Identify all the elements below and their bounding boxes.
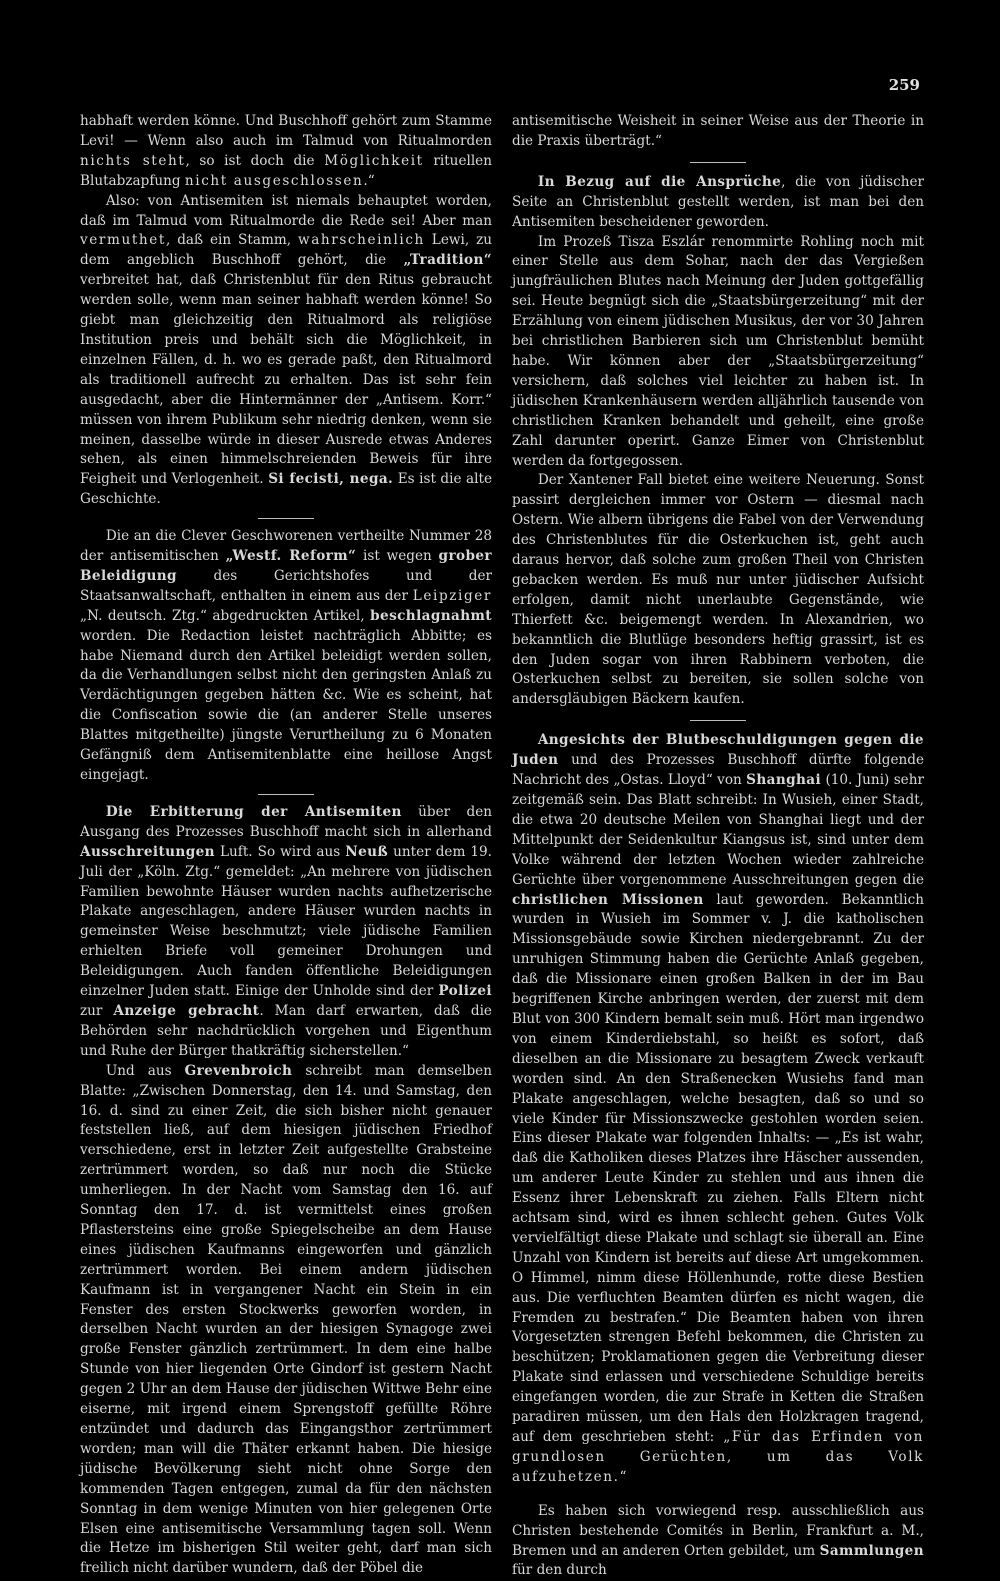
section-separator	[690, 162, 746, 163]
section-separator	[258, 794, 314, 795]
right-column-paragraph: Im Prozeß Tisza Eszlár renommirte Rohling noch mit einer Stelle aus dem Sohar, nach der das Vergießen jungfräulichen Blutes nach Meinung der Juden gottgefällig sei. Heute begnügt sich die „Staatsbürgerzeitung“ mit der Erzählung von einem jüdischen Musikus, der vor 30 Jahren bei christlichen Barbieren sich um Christenblut bemüht habe. Wir können aber der „Staatsbürgerzeitung“ versichern, daß solches viel leichter zu haben ist. In jüdischen Krankenhäusern werden alljährlich tausende von christlichen Kranken behandelt und geheilt, eine große Zahl darunter operirt. Ganze Eimer von Christenblut werden da fortgegossen.	[512, 233, 924, 469]
left-column	[80, 112, 492, 1579]
left-column-paragraph: Die Erbitterung der Antisemiten über den Ausgang des Prozesses Buschhoff macht sich in allerhand Ausschreitungen Luft. So wird aus Neuß unter dem 19. Juli der „Köln. Ztg.“ gemeldet: „An mehrere von jüdischen Familien bewohnte Häuser wurden nachts aufhetzerische Plakate angeschlagen, andere Häuser wurden nachts in gemeinster Weise beschmutzt; viele jüdische Familien erhielten Briefe voll gemeiner Drohungen und Beleidigungen. Auch fanden öffentliche Beleidigungen einzelner Juden statt. Einige der Unholde sind der Polizei zur Anzeige gebracht. Man darf erwarten, daß die Behörden sehr nachdrücklich vorgehen und Eigenthum und Ruhe der Bürger thatkräftig sicherstellen.“	[80, 803, 493, 1059]
right-column-paragraph: Es haben sich vorwiegend resp. ausschließlich aus Christen bestehende Comités in Berlin, Frankfurt a. M., Bremen und an anderen Orten gebildet, um Sammlungen für den durch	[512, 1502, 924, 1579]
right-column-paragraph: Der Xantener Fall bietet eine weitere Neuerung. Sonst passirt dergleichen immer vor Ostern — diesmal nach Ostern. Wie albern übrigens die Fabel von der Verwendung des Christenblutes für die Osterkuchen ist, geht auch daraus hervor, daß solche zum großen Theil von Christen gebacken werden. Es muß nur unter jüdischer Aufsicht erfolgen, damit nicht unerlaubte Gegenstände, wie Thierfett &c. beigemengt werden. In Alexandrien, wo bekanntlich die Blutlüge besonders heftig grassirt, ist es den Juden sogar von ihren Rabbinern verboten, die Osterkuchen selbst zu bereiten, sie sollen solche von andersgläubigen Bäckern kaufen.	[512, 472, 924, 708]
section-separator	[690, 720, 746, 721]
right-column-paragraph: Angesichts der Blutbeschuldigungen gegen die Juden und des Prozesses Buschhoff dürfte folgende Nachricht des „Ostas. Lloyd“ von Shanghai (10. Juni) sehr zeitgemäß sein. Das Blatt schreibt: In Wusieh, einer Stadt, die etwa 20 deutsche Meilen von Shanghai liegt und der Mittelpunkt der Seidenkultur Kiangsus ist, sind unter dem Volke während der letzten Wochen wieder zahlreiche Gerüchte über vorgenommene Ausschreitungen gegen die christlichen Missionen laut geworden. Bekanntlich wurden in Wusieh im Sommer v. J. die katholischen Missionsgebäude sowie Kirchen niedergebrannt. Zu der unruhigen Stimmung haben die Gerüchte Anlaß gegeben, daß die Missionare einen großen Balken in der im Bau begriffenen Kirche anbringen werden, der zuerst mit dem Blut von 300 Kindern bemalt sein muß. Hört man irgendwo von einem Kinderdiebstahl, so heißt es sofort, daß dieselben an die Missionare zu besagtem Zweck verkauft worden sind. An den Straßenecken Wusiehs fand man Plakate angeschlagen, welche besagten, daß so und so viele Kinder für Missionszwecke gestohlen worden seien. Eins dieser Plakate war folgenden Inhalts: — „Es ist wahr, daß die Katholiken dieses Platzes ihre Häscher aussenden, um anderer Leute Kinder zu stehlen und aus ihnen die Essenz ihrer Lebenskraft zu ziehen. Falls Eltern nicht achtsam sind, wird es ihnen schlecht gehen. Gutes Volk vervielfältigt diese Plakate und schlagt sie überall an. Eine Unzahl von Kindern ist bereits auf diese Art umgekommen. O Himmel, nimm diese Höllenhunde, rotte diese Bestien aus. Die verfluchten Beamten dürfen es nicht wagen, die Fremden zu bestrafen.“ Die Beamten haben von ihren Vorgesetzten strengen Befehl bekommen, die Christen zu beschützen; Proklamationen gegen die Verbreitung dieser Plakate sind erlassen und verschiedene Schuldige bereits eingefangen worden, die zur Strafe in Ketten die Straßen paradiren müssen, um den Hals den Holzkragen tragend, auf dem geschrieben steht: „Für das Erfinden von grundlosen Gerüchten, um das Volk aufzuhetzen.“	[512, 732, 925, 1485]
right-column-paragraph: antisemitische Weisheit in seiner Weise aus der Theorie in die Praxis überträgt.“	[512, 113, 924, 149]
section-separator	[258, 518, 314, 519]
left-column-paragraph: Die an die Clever Geschworenen vertheilte Nummer 28 der antisemitischen „Westf. Reform“ ist wegen grober Beleidigung des Gerichtshofes und der Staatsanwaltschaft, enthalten in einem aus der Leipziger „N. deutsch. Ztg.“ abgedruckten Artikel, beschlagnahmt worden. Die Redaction leistet nachträglich Abbitte; es habe Niemand durch den Artikel beleidigt werden sollen, da die Verhandlungen selbst nicht den geringsten Anlaß zu Verdächtigungen gegeben hätten &c. Wie es scheint, hat die Confiscation sowie die (an anderer Stelle unseres Blattes mitgetheilte) jüngste Verurtheilung zu 6 Monaten Gefängniß dem Antisemitenblatte eine heillose Angst eingejagt.	[80, 528, 492, 783]
page-number: 259	[888, 76, 920, 94]
right-column-paragraph: In Bezug auf die Ansprüche, die von jüdischer Seite an Christenblut gestellt werden, ist man bei den Antisemiten bescheidener geworden.	[512, 173, 924, 230]
left-column-paragraph: Also: von Antisemiten ist niemals behauptet worden, daß im Talmud vom Ritualmorde die Rede sei! Aber man vermuthet, daß ein Stamm, wahrscheinlich Lewi, zu dem angeblich Buschhoff gehört, die „Tradition“ verbreitet hat, daß Christenblut für den Ritus gebraucht werden solle, wenn man seiner habhaft werden könne! So giebt man gleichzeitig den Ritualmord als religiöse Institution preis und behält sich die Möglichkeit, in einzelnen Fällen, d. h. wo es gerade paßt, den Ritualmord als traditionell aufrecht zu erhalten. Das ist sehr fein ausgedacht, aber die Hintermänner der „Antisem. Korr.“ müssen von ihrem Publikum sehr niedrig denken, wenn sie meinen, dasselbe würde in dieser Ausrede etwas Anderes sehen, als einen himmelschreienden Beweis für ihre Feigheit und Verlogenheit. Si fecisti, nega. Es ist die alte Geschichte.	[80, 192, 493, 508]
left-column-paragraph: habhaft werden könne. Und Buschhoff gehört zum Stamme Levi! — Wenn also auch im Talmud von Ritualmorden nichts steht, so ist doch die Möglichkeit rituellen Blutabzapfung nicht ausgeschlossen.“	[80, 113, 492, 189]
right-column	[512, 112, 924, 1581]
left-column-paragraph: Und aus Grevenbroich schreibt man demselben Blatte: „Zwischen Donnerstag, den 14. und Samstag, den 16. d. sind zu einer Zeit, die sich bisher nicht genauer feststellen ließ, auf dem hiesigen jüdischen Friedhof verschiedene, erst in letzter Zeit aufgestellte Grabsteine zertrümmert worden, so daß nur noch die Stücke umherliegen. In der Nacht vom Samstag den 16. auf Sonntag den 17. d. ist vermittelst eines großen Pflastersteins eine große Spiegelscheibe an dem Hause eines jüdischen Kaufmanns eingeworfen und gänzlich zertrümmert worden. Bei einem andern jüdischen Kaufmann ist in vergangener Nacht ein Stein in ein Fenster des ersten Stockwerks geworfen worden, in derselben Nacht wurden an der hiesigen Synagoge zwei große Fenster gänzlich zertrümmert. In dem eine halbe Stunde von hier liegenden Orte Gindorf ist gestern Nacht gegen 2 Uhr an dem Hause der jüdischen Wittwe Behr eine eiserne, mit irgend einem Sprengstoff gefüllte Röhre entzündet und dadurch das Eingangsthor zertrümmert worden; man will die Thäter erkannt haben. Die hiesige jüdische Bevölkerung sieht nicht ohne Sorge den kommenden Tagen entgegen, zumal da für den nächsten Sonntag in dem wenige Minuten von hier gelegenen Orte Elsen eine antisemitische Versammlung tagen soll. Wenn die Hetze im bisherigen Stil weiter geht, darf man sich freilich nicht darüber wundern, daß der Pöbel die	[80, 1062, 492, 1577]
